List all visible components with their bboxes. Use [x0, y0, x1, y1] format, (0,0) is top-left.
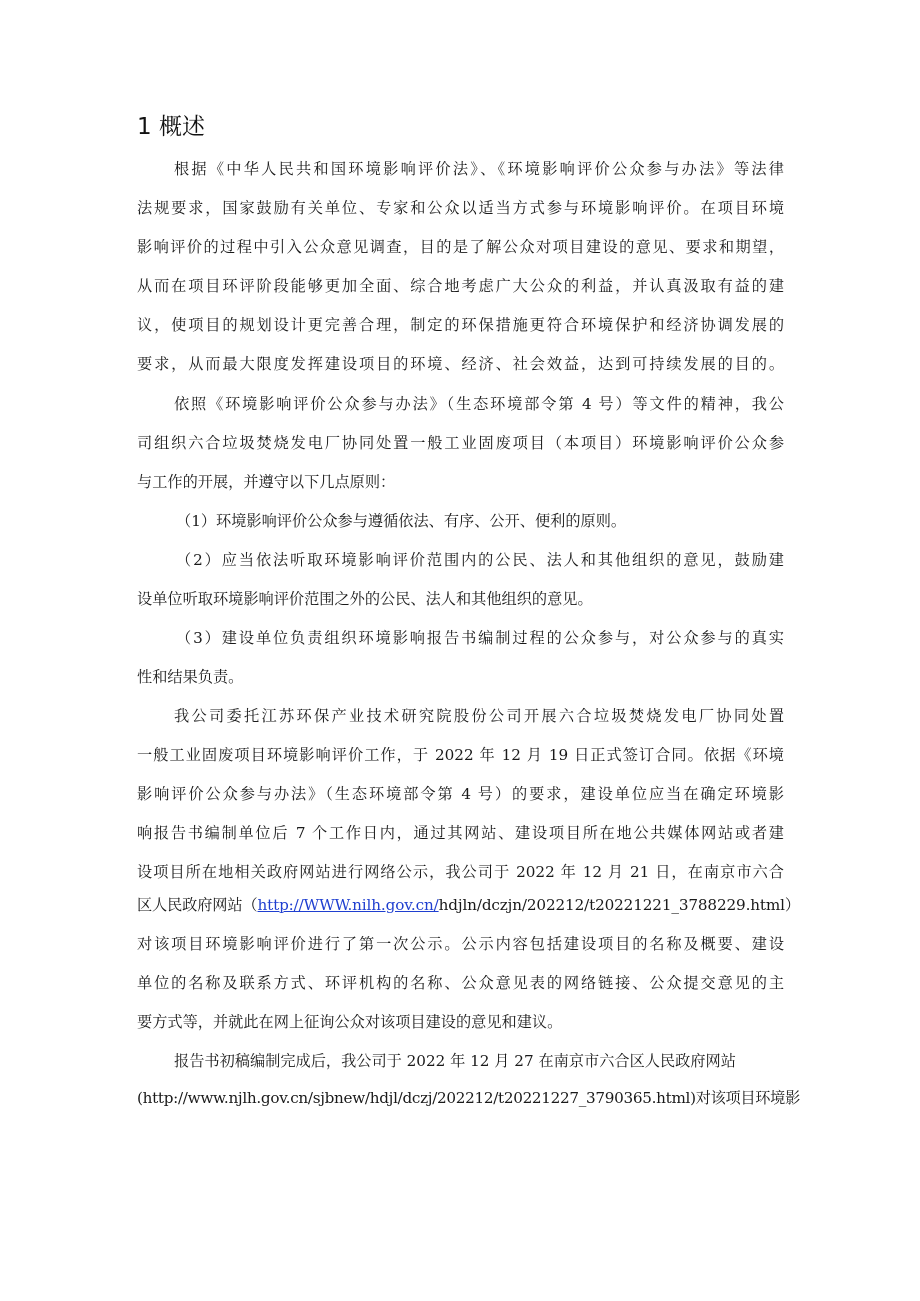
- paragraph-line: （3）建设单位负责组织环境影响报告书编制过程的公众参与，对公众参与的真实: [176, 629, 784, 647]
- text-segment: 区人民政府网站（: [137, 896, 258, 914]
- paragraph-line: 影响评价的过程中引入公众意见调查，目的是了解公众对项目建设的意见、要求和期望，: [137, 238, 784, 256]
- paragraph-line: 议，使项目的规划设计更完善合理，制定的环保措施更符合环境保护和经济协调发展的: [137, 316, 784, 334]
- paragraph-line: 设项目所在地相关政府网站进行网络公示，我公司于 2022 年 12 月 21 日，在南京市六合: [137, 863, 784, 881]
- paragraph-line: [137, 891, 800, 919]
- paragraph-line: 一般工业固废项目环境影响评价工作，于 2022 年 12 月 19 日正式签订合同。依据《环境: [137, 746, 784, 764]
- paragraph-line: 对该项目环境影响评价进行了第一次公示。公示内容包括建设项目的名称及概要、建设: [137, 935, 784, 953]
- paragraph-line: （2）应当依法听取环境影响评价范围内的公民、法人和其他组织的意见，鼓励建: [176, 551, 784, 569]
- paragraph-line: 报告书初稿编制完成后，我公司于 2022 年 12 月 27 在南京市六合区人民政府网站: [174, 1052, 736, 1070]
- url-link[interactable]: http://WWW.nilh.gov.cn/: [257, 896, 439, 914]
- section-heading: 1 概述: [137, 114, 205, 140]
- paragraph-line: 我公司委托江苏环保产业技术研究院股份公司开展六合垃圾焚烧发电厂协同处置: [174, 707, 784, 725]
- text-segment: hdjln/dczjn/202212/t20221221_3788229.html）: [438, 896, 800, 914]
- paragraph-line: 要求，从而最大限度发挥建设项目的环境、经济、社会效益，达到可持续发展的目的。: [137, 355, 784, 373]
- paragraph-line: 依照《环境影响评价公众参与办法》（生态环境部令第 4 号）等文件的精神，我公: [174, 395, 784, 413]
- paragraph-line: 设单位听取环境影响评价范围之外的公民、法人和其他组织的意见。: [137, 590, 593, 608]
- paragraph-line: (http://www.njlh.gov.cn/sjbnew/hdjl/dczj/202212/t20221227_3790365.html)对该项目环境影: [137, 1089, 800, 1107]
- paragraph-line: 单位的名称及联系方式、环评机构的名称、公众意见表的网络链接、公众提交意见的主: [137, 974, 784, 992]
- paragraph-line: （1）环境影响评价公众参与遵循依法、有序、公开、便利的原则。: [176, 512, 627, 530]
- paragraph-line: 响报告书编制单位后 7 个工作日内，通过其网站、建设项目所在地公共媒体网站或者建: [137, 824, 784, 842]
- paragraph-line: 与工作的开展，并遵守以下几点原则：: [137, 473, 396, 491]
- paragraph-line: 从而在项目环评阶段能够更加全面、综合地考虑广大公众的利益，并认真汲取有益的建: [137, 277, 784, 295]
- paragraph-line: 法规要求，国家鼓励有关单位、专家和公众以适当方式参与环境影响评价。在项目环境: [137, 199, 784, 217]
- paragraph-line: 影响评价公众参与办法》（生态环境部令第 4 号）的要求，建设单位应当在确定环境影: [137, 785, 784, 803]
- paragraph-line: 根据《中华人民共和国环境影响评价法》、《环境影响评价公众参与办法》等法律: [174, 160, 784, 178]
- paragraph-line: 性和结果负责。: [137, 668, 244, 686]
- paragraph-line: 司组织六合垃圾焚烧发电厂协同处置一般工业固废项目（本项目）环境影响评价公众参: [137, 434, 784, 452]
- paragraph-line: 要方式等，并就此在网上征询公众对该项目建设的意见和建议。: [137, 1013, 563, 1031]
